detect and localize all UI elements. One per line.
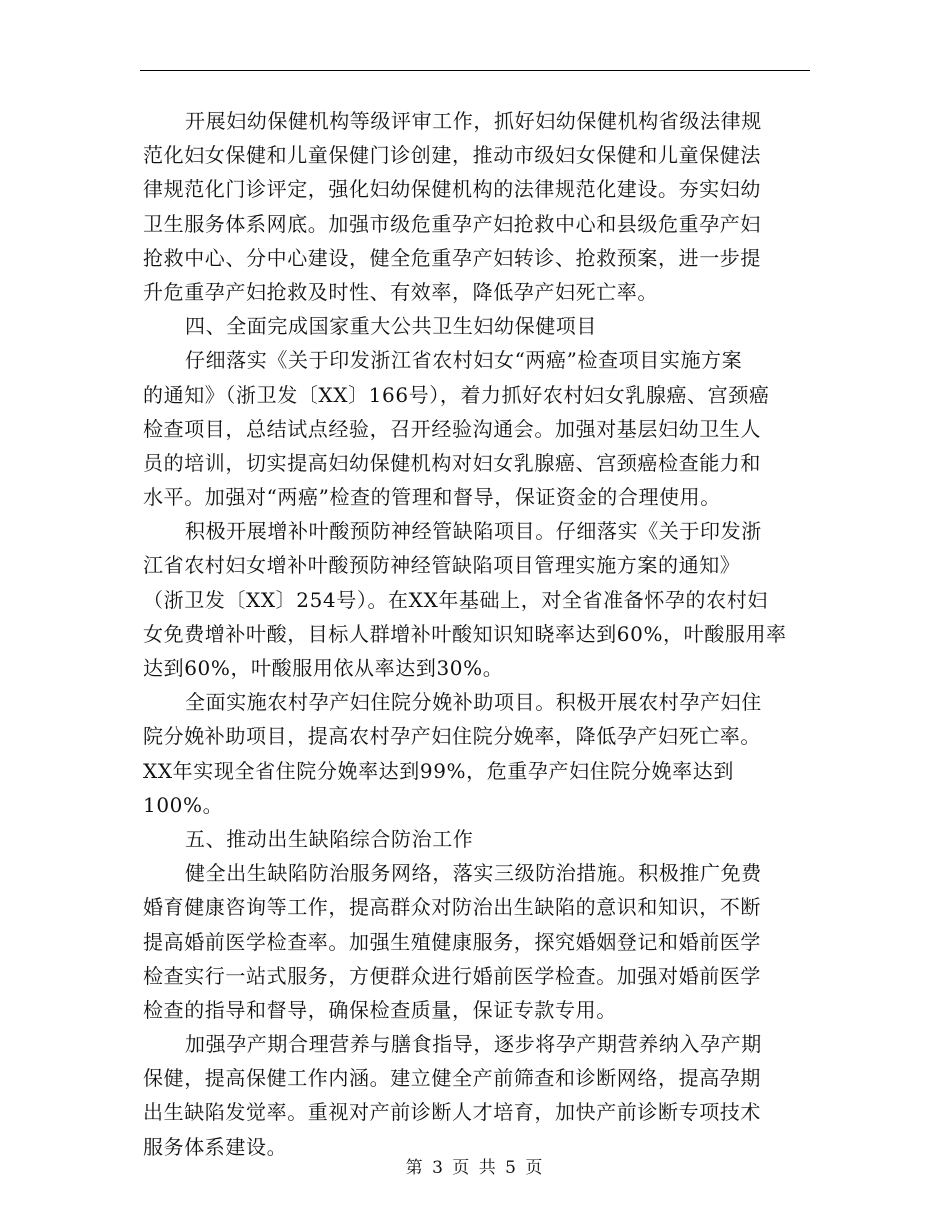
text-line: 达到60%，叶酸服用依从率达到30%。	[143, 656, 504, 680]
text-line: 水平。加强对“两癌”检查的管理和督导，保证资金的合理使用。	[143, 485, 721, 510]
text-line: 加强孕产期合理营养与膳食指导，逐步将孕产期营养纳入孕产期	[185, 1032, 762, 1057]
text-line: 抢救中心、分中心建设，健全危重孕产妇转诊、抢救预案，进一步提	[143, 245, 761, 270]
text-line: 江省农村妇女增补叶酸预防神经管缺陷项目管理实施方案的通知》	[143, 553, 741, 578]
text-line: 检查的指导和督导，确保检查质量，保证专款专用。	[143, 997, 617, 1022]
header-rule	[140, 70, 810, 71]
page-number: 第 3 页 共 5 页	[405, 1158, 545, 1178]
text-line: 四、全面完成国家重大公共卫生妇幼保健项目	[185, 314, 597, 339]
text-line: 保健，提高保健工作内涵。建立健全产前筛查和诊断网络，提高孕期	[143, 1066, 761, 1091]
text-line: 开展妇幼保健机构等级评审工作，抓好妇幼保健机构省级法律规	[185, 109, 762, 133]
text-line: 律规范化门诊评定，强化妇幼保健机构的法律规范化建设。夯实妇幼	[143, 177, 761, 202]
text-line: 的通知》（浙卫发〔XX〕166号），着力抓好农村妇女乳腺癌、宫颈癌	[143, 382, 770, 407]
text-line: 女免费增补叶酸，目标人群增补叶酸知识知晓率达到60%，叶酸服用率	[143, 621, 787, 646]
text-line: 卫生服务体系网底。加强市级危重孕产妇抢救中心和县级危重孕产妇	[143, 211, 761, 236]
text-line: 检查实行一站式服务，方便群众进行婚前医学检查。加强对婚前医学	[143, 963, 761, 988]
text-line: 服务体系建设。	[143, 1134, 288, 1159]
text-line: 员的培训，切实提高妇幼保健机构对妇女乳腺癌、宫颈癌检查能力和	[143, 450, 761, 475]
text-line: 全面实施农村孕产妇住院分娩补助项目。积极开展农村孕产妇住	[185, 690, 762, 715]
text-line: 范化妇女保健和儿童保健门诊创建，推动市级妇女保健和儿童保健法	[143, 143, 761, 168]
text-line: 健全出生缺陷防治服务网络，落实三级防治措施。积极推广免费	[185, 861, 762, 886]
text-line: 仔细落实《关于印发浙江省农村妇女“两癌”检查项目实施方案	[185, 348, 743, 373]
text-line: 积极开展增补叶酸预防神经管缺陷项目。仔细落实《关于印发浙	[185, 519, 762, 544]
text-line: 出生缺陷发觉率。重视对产前诊断人才培育，加快产前诊断专项技术	[143, 1100, 761, 1125]
text-line: 升危重孕产妇抢救及时性、有效率，降低孕产妇死亡率。	[143, 279, 658, 304]
text-line: 院分娩补助项目，提高农村孕产妇住院分娩率，降低孕产妇死亡率。	[143, 724, 761, 749]
text-line: 提高婚前医学检查率。加强生殖健康服务，探究婚姻登记和婚前医学	[143, 929, 761, 954]
text-line: 婚育健康咨询等工作，提高群众对防治出生缺陷的意识和知识，不断	[143, 895, 761, 920]
text-line: 五、推动出生缺陷综合防治工作	[185, 826, 474, 851]
text-line: 100%。	[143, 792, 224, 817]
text-line: （浙卫发〔XX〕254号）。在XX年基础上，对全省准备怀孕的农村妇	[143, 587, 768, 612]
text-line: XX年实现全省住院分娩率达到99%，危重孕产妇住院分娩率达到	[143, 758, 734, 783]
text-line: 检查项目，总结试点经验，召开经验沟通会。加强对基层妇幼卫生人	[143, 416, 761, 441]
document-body	[143, 104, 811, 1164]
